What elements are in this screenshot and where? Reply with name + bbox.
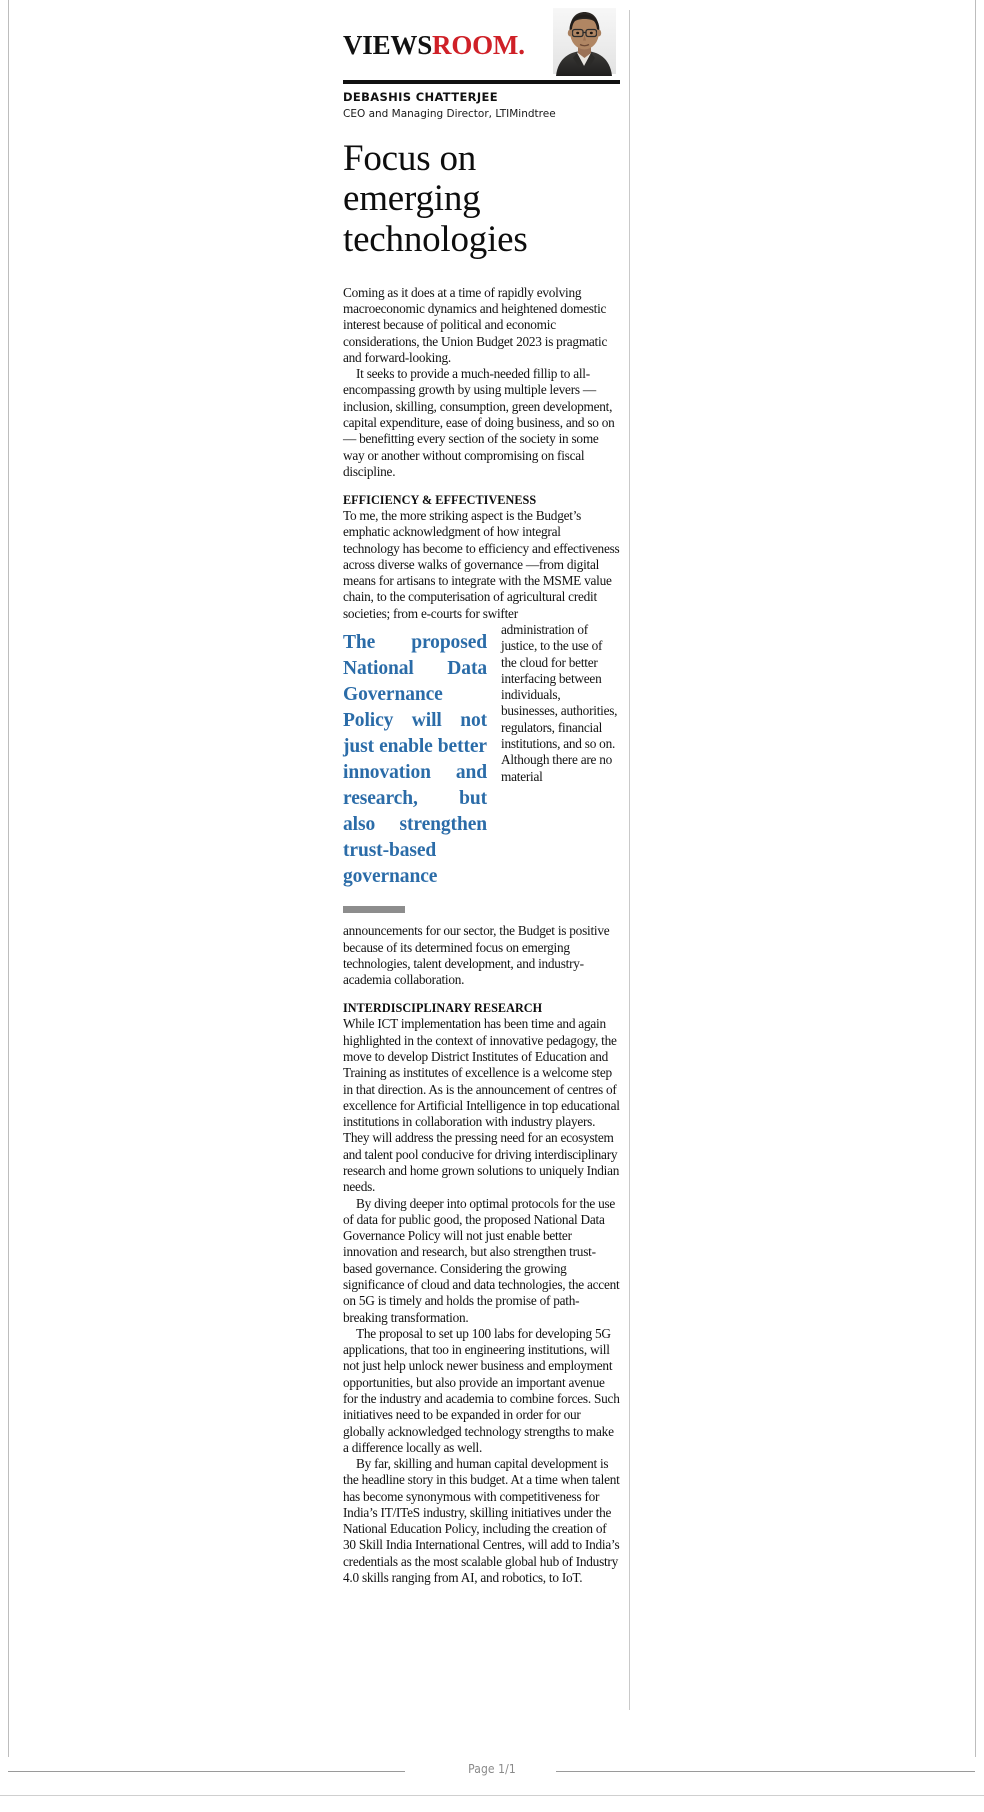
pullquote-wrap-region	[343, 622, 620, 888]
article-column	[343, 6, 620, 1586]
pull-quote-text: The proposed National Data Governance Policy will not just enable better innovation and research, but also strengthen trust-based governance	[343, 632, 487, 888]
masthead-divider	[343, 80, 620, 84]
portrait-illustration	[550, 6, 619, 76]
page-number: Page 1/1	[468, 1762, 516, 1776]
author-role: CEO and Managing Director, LTIMindtree	[343, 107, 556, 120]
column-divider-rule	[629, 10, 630, 1710]
paragraph-3: To me, the more striking aspect is the Budget’s emphatic acknowledgment of how integral technology has become to efficiency and effectiveness across diverse walks of governance —from digital means for artisans to integrate with the MSME value chain, to the computerisation of agricultural credit societies; from e-courts for swifter	[343, 508, 620, 621]
footer-bottom-bar	[0, 1795, 984, 1812]
pull-quote-divider	[343, 906, 405, 913]
paragraph-3-wrap: administration of justice, to the use of the cloud for better interfacing between individuals, businesses, authorities, regulators, financial institutions, and so on. Although there are no material	[501, 622, 618, 784]
article-headline: Focus on emerging technologies	[343, 137, 528, 260]
spacer	[343, 480, 620, 493]
article-lead	[343, 285, 620, 480]
paragraph-3-end: announcements for our sector, the Budget is positive because of its determined focus on emerging technologies, talent development, and industry-academia collaboration.	[343, 923, 610, 988]
paragraph-7: By far, skilling and human capital development is the headline story in this budget. At a time when talent has become synonymous with competitiveness for India’s IT/ITeS industry, skilling initiatives under the National Education Policy, including the creation of 30 Skill India International Centres, will add to India’s credentials as the most scalable global hub of Industry 4.0 skills ranging from AI, and robotics, to IoT.	[343, 1456, 620, 1586]
section-logo-room: ROOM	[432, 30, 519, 60]
paragraph-2: It seeks to provide a much-needed fillip to all-encompassing growth by using multiple levers — inclusion, skilling, consumption, green development, capital expenditure, ease of doing business, and so on — benefitting every section of the society in some way or another without compromising on fiscal discipline.	[343, 366, 615, 479]
spacer-2	[343, 988, 620, 1001]
page-left-border	[8, 0, 9, 1757]
section-logo	[343, 32, 525, 59]
subheading-interdisciplinary: INTERDISCIPLINARY RESEARCH	[343, 1001, 543, 1016]
section-logo-views: VIEWS	[343, 30, 433, 60]
page-right-border	[975, 0, 976, 1757]
article-section-efficiency-end	[343, 913, 620, 988]
pull-quote	[343, 630, 487, 913]
paragraph-1: Coming as it does at a time of rapidly evolving macroeconomic dynamics and heightened domestic interest because of political and economic considerations, the Union Budget 2023 is pragmatic and forward-looking.	[343, 284, 608, 365]
masthead	[343, 6, 620, 78]
paragraph-5: By diving deeper into optimal protocols for the use of data for public good, the proposed National Data Governance Policy will not just enable better innovation and research, but also strengthen trust-based governance. Considering the growing significance of cloud and data technologies, the accent on 5G is timely and holds the promise of path-breaking transformation.	[343, 1195, 620, 1325]
article-section-efficiency	[343, 508, 620, 622]
author-portrait-photo	[550, 6, 619, 76]
author-name: DEBASHIS CHATTERJEE	[343, 90, 498, 104]
subheading-efficiency: EFFICIENCY & EFFECTIVENESS	[343, 493, 537, 508]
section-logo-dot: .	[518, 30, 525, 60]
paragraph-6: The proposal to set up 100 labs for developing 5G applications, that too in engineering institutions, will not just help unlock newer business and employment opportunities, but also provide an important avenue for the industry and academia to combine forces. Such initiatives need to be expanded in order for our globally acknowledged technology strengths to make a difference locally as well.	[343, 1325, 620, 1455]
article-section-research	[343, 1016, 620, 1586]
paragraph-4: While ICT implementation has been time and again highlighted in the context of innovative pedagogy, the move to develop District Institutes of Education and Training as institutes of excellence is a welcome step in that direction. As is the announcement of centres of excellence for Artificial Intelligence in top educational institutions in collaboration with industry players. They will address the pressing need for an ecosystem and talent pool conducive for driving interdisciplinary research and home grown solutions to uniquely Indian needs.	[343, 1016, 620, 1195]
